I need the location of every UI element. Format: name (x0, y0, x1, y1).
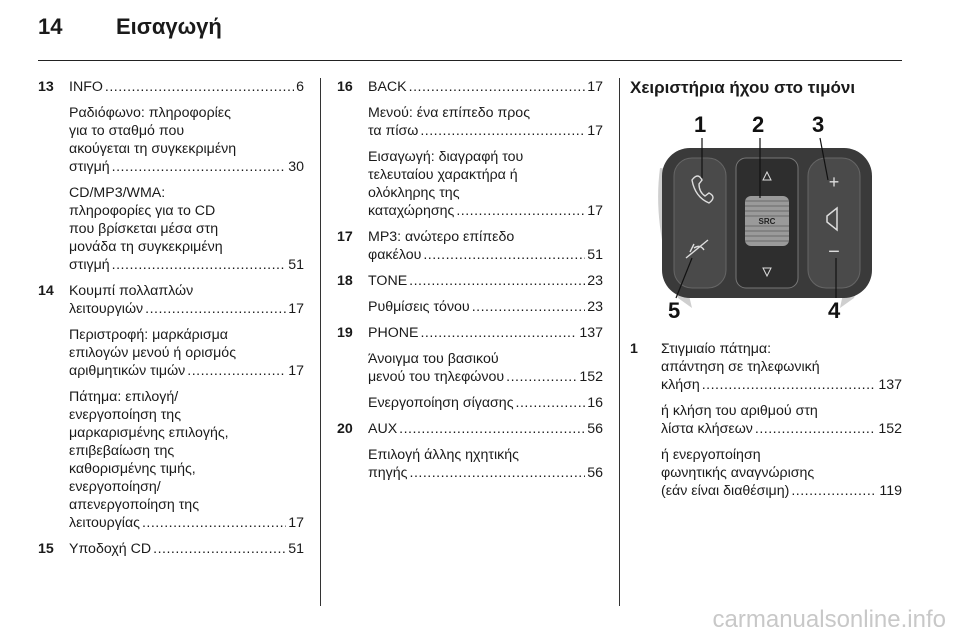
page-reference: 17 (587, 203, 603, 219)
controls-legend (630, 340, 902, 508)
index-column-2 (337, 78, 603, 490)
entry-line-with-page (368, 324, 603, 342)
entry-line-with-page (368, 272, 603, 290)
leader-dots (472, 298, 586, 316)
index-entry (337, 148, 603, 220)
entry-text: αριθμητικών τιμών (69, 363, 186, 379)
entry-line (661, 464, 902, 482)
entry-text: ενεργοποίηση/ (69, 479, 161, 495)
entry-text: Ρυθμίσεις τόνου (368, 299, 470, 315)
entry-text: φακέλου (368, 247, 422, 263)
entry-text: ή ενεργοποίηση (661, 447, 761, 463)
page-reference: 137 (579, 325, 603, 341)
entry-text: ή κλήση του αριθμού στη (661, 403, 818, 419)
entry-text: Άνοιγμα του βασικού (368, 351, 499, 367)
leader-dots (153, 540, 286, 558)
page-reference: 6 (296, 79, 304, 95)
leader-dots (755, 420, 876, 438)
leader-dots (399, 420, 585, 438)
entry-line (368, 228, 603, 246)
entry-line (69, 326, 304, 344)
entry-line-with-page (368, 368, 603, 386)
leader-dots (145, 300, 286, 318)
page-reference: 152 (878, 421, 902, 437)
page-reference: 17 (587, 123, 603, 139)
entry-text: Επιλογή άλλης ηχητικής (368, 447, 519, 463)
entry-text: AUX (368, 421, 398, 437)
index-entry (337, 228, 603, 264)
entry-text: TONE (368, 273, 408, 289)
entry-line-with-page (69, 362, 304, 380)
page-reference: 23 (587, 299, 603, 315)
page-reference: 51 (587, 247, 603, 263)
entry-text: στιγμή (69, 159, 110, 175)
index-entry (337, 104, 603, 140)
entry-line (368, 148, 603, 166)
item-number: 18 (337, 273, 353, 289)
page-header (0, 0, 960, 62)
page-reference: 17 (288, 363, 304, 379)
entry-line-with-page (368, 420, 603, 438)
page-title: Εισαγωγή (116, 14, 222, 39)
entry-line-with-page (661, 482, 902, 500)
entry-line-with-page (368, 464, 603, 482)
entry-line-with-page (368, 246, 603, 264)
entry-line (368, 446, 603, 464)
index-entry (337, 324, 603, 342)
entry-line (69, 122, 304, 140)
page-reference: 56 (587, 421, 603, 437)
entry-line-with-page (661, 420, 902, 438)
entry-line-with-page (661, 376, 902, 394)
entry-line-with-page (69, 158, 304, 176)
entry-line-with-page (69, 540, 304, 558)
entry-text: στιγμή (69, 257, 110, 273)
entry-line (661, 402, 902, 420)
index-entry (337, 350, 603, 386)
entry-line-with-page (368, 202, 603, 220)
entry-text: τα πίσω (368, 123, 419, 139)
leader-dots (420, 324, 577, 342)
entry-line-with-page (368, 394, 603, 412)
figure-label-1: 1 (694, 112, 707, 137)
entry-text: καταχώρησης (368, 203, 455, 219)
entry-line (661, 340, 902, 358)
leader-dots (112, 256, 287, 274)
entry-text: μαρκαρισμένης επιλογής, (69, 425, 229, 441)
leader-dots (409, 78, 586, 96)
entry-text: Υποδοχή CD (69, 541, 152, 557)
figure-label-3: 3 (812, 112, 825, 137)
figure-label-5: 5 (668, 298, 681, 323)
index-column-1 (38, 78, 304, 566)
entry-line (69, 282, 304, 300)
item-number: 16 (337, 79, 353, 95)
page-reference: 17 (587, 79, 603, 95)
entry-line (69, 406, 304, 424)
entry-text: Μενού: ένα επίπεδο προς (368, 105, 531, 121)
page-reference: 23 (587, 273, 603, 289)
entry-line (661, 358, 902, 376)
entry-text: ολόκληρης της (368, 185, 460, 201)
entry-text: Περιστροφή: μαρκάρισμα (69, 327, 229, 343)
entry-text: Στιγμιαίο πάτημα: (661, 341, 772, 357)
item-number: 14 (38, 283, 54, 299)
entry-line-with-page (368, 78, 603, 96)
entry-text: INFO (69, 79, 103, 95)
item-number: 15 (38, 541, 54, 557)
page-reference: 17 (288, 301, 304, 317)
index-entry (38, 78, 304, 96)
entry-text: ακούγεται τη συγκεκριμένη (69, 141, 237, 157)
entry-line (69, 478, 304, 496)
leader-dots (187, 362, 286, 380)
entry-line (368, 184, 603, 202)
entry-text: απάντηση σε τηλεφωνική (661, 359, 820, 375)
index-entry (38, 104, 304, 176)
index-entry (337, 446, 603, 482)
entry-line (69, 424, 304, 442)
entry-text: Ραδιόφωνο: πληροφορίες (69, 105, 231, 121)
entry-text: μενού του τηλεφώνου (368, 369, 505, 385)
entry-line-with-page (368, 122, 603, 140)
index-entry (337, 78, 603, 96)
entry-text: κλήση (661, 377, 700, 393)
entry-text: απενεργοποίηση της (69, 497, 200, 513)
page-reference: 119 (879, 483, 902, 499)
leader-dots (516, 394, 586, 412)
index-entry (38, 326, 304, 380)
index-entry (38, 184, 304, 274)
entry-text: για το σταθμό που (69, 123, 185, 139)
index-entry (337, 272, 603, 290)
entry-line (661, 446, 902, 464)
entry-text: τελευταίου χαρακτήρα ή (368, 167, 518, 183)
leader-dots (420, 122, 585, 140)
index-entry (337, 420, 603, 438)
entry-line (368, 166, 603, 184)
leader-dots (112, 158, 287, 176)
entry-line (69, 442, 304, 460)
entry-text: καθορισμένης τιμής, (69, 461, 196, 477)
src-label: SRC (758, 217, 776, 226)
item-number: 1 (630, 341, 638, 357)
entry-text: PHONE (368, 325, 419, 341)
entry-text: BACK (368, 79, 407, 95)
entry-text: φωνητικής αναγνώρισης (661, 465, 815, 481)
page-reference: 51 (288, 541, 304, 557)
entry-text: CD/MP3/WMA: (69, 185, 166, 201)
entry-text: λειτουργίας (69, 515, 140, 531)
entry-line-with-page (368, 298, 603, 316)
page-reference: 56 (587, 465, 603, 481)
figure-label-2: 2 (752, 112, 765, 137)
watermark: carmanualsonline.info (712, 606, 946, 633)
index-entry (630, 340, 902, 394)
page-reference: 152 (579, 369, 603, 385)
entry-text: Εισαγωγή: διαγραφή του (368, 149, 524, 165)
entry-line-with-page (69, 514, 304, 532)
item-number: 20 (337, 421, 353, 437)
leader-dots (409, 272, 585, 290)
page-reference: 30 (288, 159, 304, 175)
entry-line (69, 184, 304, 202)
index-entry (630, 402, 902, 438)
leader-dots (142, 514, 286, 532)
entry-line (368, 104, 603, 122)
entry-text: Κουμπί πολλαπλών (69, 283, 194, 299)
entry-text: MP3: ανώτερο επίπεδο (368, 229, 515, 245)
entry-text: ενεργοποίηση της (69, 407, 182, 423)
leader-dots (702, 376, 877, 394)
leader-dots (410, 464, 586, 482)
page-reference: 51 (288, 257, 304, 273)
page-reference: 137 (878, 377, 902, 393)
index-entry (38, 540, 304, 558)
entry-line (368, 350, 603, 368)
entry-line-with-page (69, 256, 304, 274)
entry-text: επιβεβαίωση της (69, 443, 175, 459)
entry-line (69, 460, 304, 478)
entry-text: λίστα κλήσεων (661, 421, 753, 437)
section-title: Χειριστήρια ήχου στο τιμόνι (630, 78, 856, 97)
item-number: 17 (337, 229, 353, 245)
entry-line (69, 388, 304, 406)
index-entry (38, 282, 304, 318)
column-divider (619, 78, 620, 606)
entry-text: (εάν είναι διαθέσιμη) (661, 483, 790, 499)
entry-line (69, 238, 304, 256)
entry-text: που βρίσκεται μέσα στη (69, 221, 219, 237)
index-entry (337, 394, 603, 412)
volume-down-label: − (828, 241, 840, 263)
entry-line (69, 344, 304, 362)
leader-dots (506, 368, 577, 386)
entry-text: πληροφορίες για το CD (69, 203, 216, 219)
index-entry (337, 298, 603, 316)
entry-line (69, 496, 304, 514)
leader-dots (105, 78, 294, 96)
entry-text: Ενεργοποίηση σίγασης (368, 395, 514, 411)
page-reference: 17 (288, 515, 304, 531)
entry-line (69, 220, 304, 238)
index-entry (38, 388, 304, 532)
item-number: 13 (38, 79, 54, 95)
steering-wheel-controls-figure (632, 108, 902, 330)
entry-text: πηγής (368, 465, 408, 481)
entry-text: επιλογών μενού ή ορισμός (69, 345, 237, 361)
entry-text: λειτουργιών (69, 301, 144, 317)
leader-dots (423, 246, 585, 264)
entry-text: Πάτημα: επιλογή/ (69, 389, 179, 405)
index-entry (630, 446, 902, 500)
entry-line (69, 140, 304, 158)
entry-line (69, 202, 304, 220)
entry-line-with-page (69, 78, 304, 96)
volume-up-label: + (828, 172, 840, 192)
page-number: 14 (38, 14, 63, 39)
entry-text: μονάδα τη συγκεκριμένη (69, 239, 223, 255)
column-divider (320, 78, 321, 606)
header-rule (38, 60, 902, 61)
leader-dots (456, 202, 585, 220)
page-reference: 16 (587, 395, 603, 411)
leader-dots (791, 482, 877, 500)
item-number: 19 (337, 325, 353, 341)
entry-line-with-page (69, 300, 304, 318)
entry-line (69, 104, 304, 122)
figure-label-4: 4 (828, 298, 841, 323)
